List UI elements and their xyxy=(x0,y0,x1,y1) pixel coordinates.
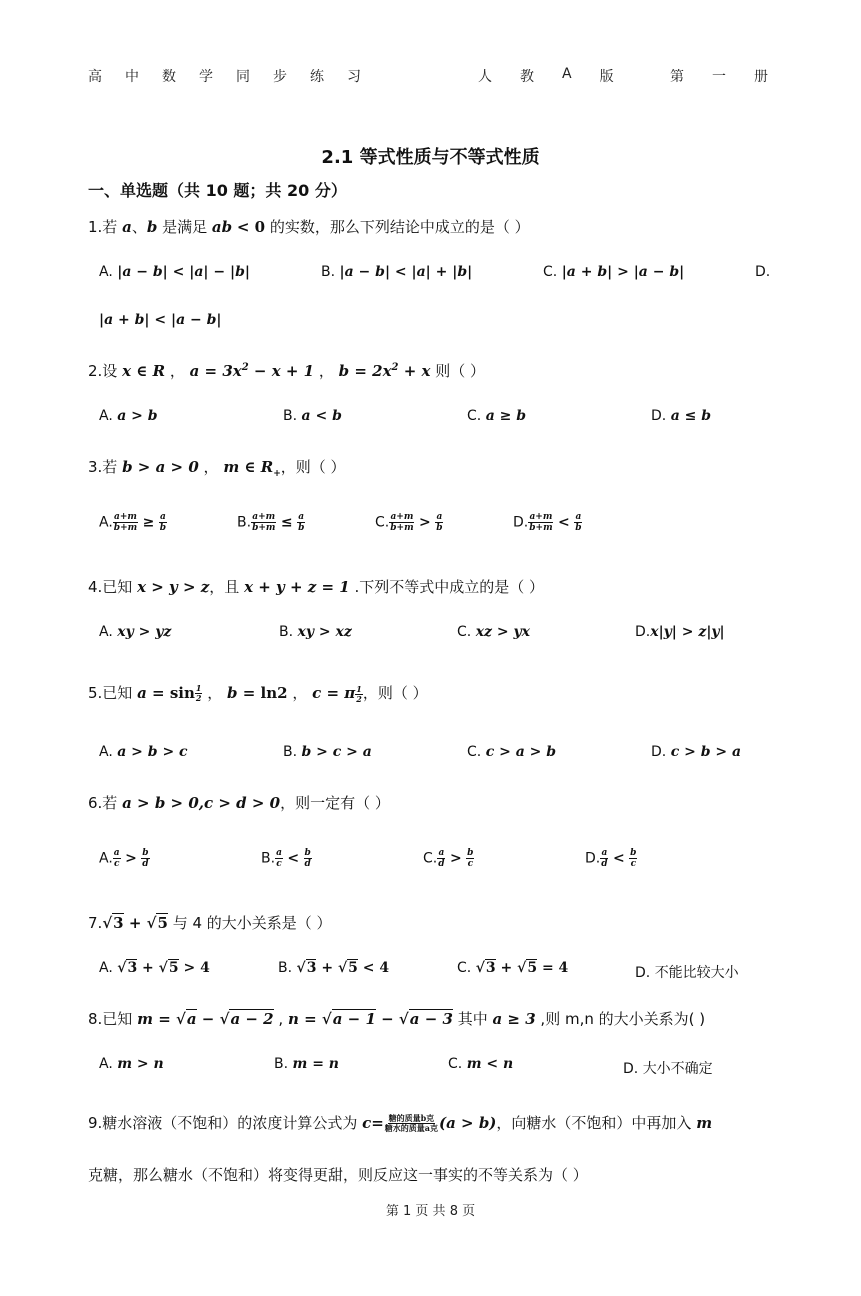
q5-option-b: B. b > c > a xyxy=(283,744,372,760)
q7-option-a: A. √3 + √5 > 4 xyxy=(99,960,210,976)
q4-option-c: C. xz > yx xyxy=(457,624,530,640)
q1-option-b: B. |a − b| < |a| + |b| xyxy=(321,264,473,280)
q1-option-d: D. xyxy=(755,264,771,280)
header-right: 第 一 册 xyxy=(670,69,768,85)
question-1: 1.若 a、b 是满足 ab < 0 的实数，那么下列结论中成立的是（ ） xyxy=(88,218,530,236)
question-7: 7.√3 + √5 与 4 的大小关系是（ ） xyxy=(88,914,332,932)
q6-option-c: C. $\frac{a}{d}$ > $\frac{b}{c}$ xyxy=(423,848,474,869)
q1-option-a: A. |a − b| < |a| − |b| xyxy=(99,264,250,280)
q4-option-d: D.x|y| > z|y| xyxy=(635,624,725,640)
q8-option-b: B. m = n xyxy=(274,1056,339,1072)
question-8: 8.已知 m = √a − √a − 2 , n = √a − 1 − √a − 3 其中 a ≥ 3 ,则 m,n 的大小关系为( ) xyxy=(88,1010,706,1028)
question-5: 5.已知 a = sin $\frac{1}{2}$ ， b = ln2 ， c = π $\frac{1}{2}$ ，则（ ） xyxy=(88,683,428,704)
q3-option-b: B. $\frac{a+m}{b+m}$ ≤ $\frac{a}{b}$ xyxy=(237,512,305,533)
question-4: 4.已知 x > y > z，且 x + y + z = 1 .下列不等式中成立的是（ ） xyxy=(88,578,545,596)
q7-option-b: B. √3 + √5 < 4 xyxy=(278,960,390,976)
question-9: 9.糖水溶液（不饱和）的浓度计算公式为 c= $\frac{\text{糖的质量b克}}{\text{糖水的质量a克}}$ (a > b)，向糖水（不饱和）中再加入 m xyxy=(88,1113,713,1133)
q6-option-d: D. $\frac{a}{d}$ < $\frac{b}{c}$ xyxy=(585,848,637,869)
q7-option-c: C. √3 + √5 = 4 xyxy=(457,960,569,976)
page-title: 2.1 等式性质与不等式性质 xyxy=(321,147,540,168)
question-3: 3.若 b > a > 0 ， m ∈ $R_+$，则（ ） xyxy=(88,458,346,479)
q3-option-d: D. $\frac{a+m}{b+m}$ < $\frac{a}{b}$ xyxy=(513,512,582,533)
q6-option-b: B. $\frac{a}{c}$ < $\frac{b}{d}$ xyxy=(261,848,311,869)
q4-option-a: A. xy > yz xyxy=(99,624,172,640)
q2-option-a: A. a > b xyxy=(99,408,158,424)
header-mid: 人 教 A 版 xyxy=(478,66,614,85)
q8-option-a: A. m > n xyxy=(99,1056,164,1072)
q3-option-a: A. $\frac{a+m}{b+m}$ ≥ $\frac{a}{b}$ xyxy=(99,512,167,533)
q7-option-d: D. 不能比较大小 xyxy=(635,965,739,981)
q8-option-c: C. m < n xyxy=(448,1056,514,1072)
q6-option-a: A. $\frac{a}{c}$ > $\frac{b}{d}$ xyxy=(99,848,149,869)
q3-option-c: C. $\frac{a+m}{b+m}$ > $\frac{a}{b}$ xyxy=(375,512,443,533)
q4-option-b: B. xy > xz xyxy=(279,624,352,640)
question-6: 6.若 a > b > 0,c > d > 0，则一定有（ ） xyxy=(88,794,390,812)
q5-option-d: D. c > b > a xyxy=(651,744,742,760)
q2-option-b: B. a < b xyxy=(283,408,342,424)
q1-option-c: C. |a + b| > |a − b| xyxy=(543,264,685,280)
q1-option-d-expr: |a + b| < |a − b| xyxy=(99,312,222,328)
question-9-line-2: 克糖，那么糖水（不饱和）将变得更甜，则反应这一事实的不等关系为（ ） xyxy=(88,1166,588,1184)
header-left: 高 中 数 学 同 步 练 习 xyxy=(88,69,361,85)
q2-option-c: C. a ≥ b xyxy=(467,408,527,424)
q8-option-d: D. 大小不确定 xyxy=(623,1061,713,1077)
q5-option-a: A. a > b > c xyxy=(99,744,188,760)
section-heading: 一、单选题（共 10 题；共 20 分） xyxy=(88,181,347,200)
question-2: 2.设 x ∈ R ， $a = 3x^2 - x + 1$ ， $b = 2x^2 + x$ 则（ ） xyxy=(88,362,486,380)
q2-option-d: D. a ≤ b xyxy=(651,408,712,424)
q5-option-c: C. c > a > b xyxy=(467,744,557,760)
page-footer: 第 1 页 共 8 页 xyxy=(385,1204,476,1219)
